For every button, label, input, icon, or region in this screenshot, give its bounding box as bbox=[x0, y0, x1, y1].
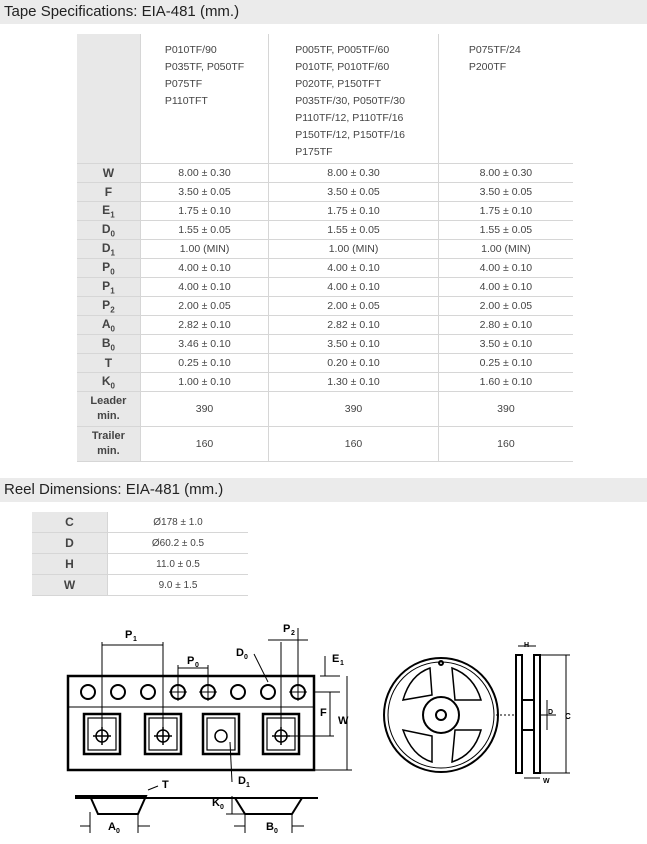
tape-spec-title: Tape Specifications: EIA-481 (mm.) bbox=[4, 3, 240, 20]
spec-value: 1.55 ± 0.05 bbox=[140, 221, 268, 240]
dimension-label: 0 bbox=[220, 804, 224, 811]
spec-value: 3.50 ± 0.05 bbox=[140, 183, 268, 202]
spec-value: 1.75 ± 0.10 bbox=[140, 202, 268, 221]
spec-symbol: T bbox=[104, 356, 113, 370]
dimension-label: C bbox=[565, 712, 571, 721]
spec-value: 8.00 ± 0.30 bbox=[438, 164, 573, 183]
spec-value: 3.50 ± 0.10 bbox=[269, 335, 439, 354]
dimension-label: E bbox=[332, 653, 340, 665]
spec-value: 1.60 ± 0.10 bbox=[438, 373, 573, 392]
dimension-label: T bbox=[162, 779, 169, 791]
reel-row-value: 9.0 ± 1.5 bbox=[108, 575, 249, 596]
spec-value: 2.00 ± 0.05 bbox=[438, 297, 573, 316]
spec-value: 4.00 ± 0.10 bbox=[438, 259, 573, 278]
spec-value: 1.75 ± 0.10 bbox=[269, 202, 439, 221]
leader-label-line1: Leader bbox=[90, 395, 127, 407]
spec-value: 4.00 ± 0.10 bbox=[269, 259, 439, 278]
part-number: P075TF bbox=[164, 78, 203, 90]
reel-row-value: 11.0 ± 0.5 bbox=[108, 554, 249, 575]
spec-symbol: A bbox=[101, 316, 111, 331]
spec-value: 4.00 ± 0.10 bbox=[269, 278, 439, 297]
part-number: P075TF/24 bbox=[468, 44, 521, 56]
dimension-label: P bbox=[125, 629, 133, 641]
spec-value: 4.00 ± 0.10 bbox=[438, 278, 573, 297]
spec-value: 0.25 ± 0.10 bbox=[140, 354, 268, 373]
dimension-label: B bbox=[266, 821, 274, 833]
dimension-label: 2 bbox=[291, 630, 295, 637]
spec-symbol: P bbox=[102, 259, 111, 274]
dimension-label: D bbox=[238, 775, 246, 787]
dimension-label: 0 bbox=[116, 828, 120, 835]
spec-symbol-subscript: 1 bbox=[110, 210, 115, 220]
spec-symbol-subscript: 0 bbox=[110, 324, 115, 334]
spec-value: 3.46 ± 0.10 bbox=[140, 335, 268, 354]
trailer-label-line1: Trailer bbox=[91, 430, 125, 442]
spec-symbol: E bbox=[102, 202, 111, 217]
reel-row-label: W bbox=[32, 575, 108, 596]
reel-front-view bbox=[384, 658, 498, 772]
spec-value: 4.00 ± 0.10 bbox=[140, 278, 268, 297]
reel-row-value: Ø178 ± 1.0 bbox=[108, 512, 249, 533]
part-number: P020TF, P150TFT bbox=[295, 78, 382, 90]
part-number: P150TF/12, P150TF/16 bbox=[295, 129, 405, 141]
spec-value: 1.00 (MIN) bbox=[140, 240, 268, 259]
trailer-label-line2: min. bbox=[97, 445, 120, 457]
reel-row-label: D bbox=[32, 533, 108, 554]
spec-symbol-subscript: 0 bbox=[110, 267, 115, 277]
dimension-label: 0 bbox=[274, 828, 278, 835]
part-number: P035TF/30, P050TF/30 bbox=[295, 95, 405, 107]
reel-row-label: C bbox=[32, 512, 108, 533]
spec-symbol-subscript: 1 bbox=[110, 248, 115, 258]
dimension-label: H bbox=[524, 642, 530, 649]
dimension-label: 1 bbox=[246, 782, 250, 789]
dimension-label: P bbox=[187, 655, 195, 667]
part-number: P005TF, P005TF/60 bbox=[295, 44, 390, 56]
dimension-label: 1 bbox=[133, 636, 137, 643]
spec-symbol: B bbox=[101, 335, 111, 350]
spec-value: 1.75 ± 0.10 bbox=[438, 202, 573, 221]
spec-value: 1.55 ± 0.05 bbox=[438, 221, 573, 240]
spec-symbol: P bbox=[102, 278, 111, 293]
spec-symbol: D bbox=[101, 221, 111, 236]
part-number: P110TFT bbox=[164, 95, 208, 107]
spec-value: 1.55 ± 0.05 bbox=[269, 221, 439, 240]
carrier-tape-body bbox=[68, 676, 314, 770]
dimension-label: A bbox=[108, 821, 116, 833]
spec-value: 1.00 (MIN) bbox=[438, 240, 573, 259]
spec-value: 0.25 ± 0.10 bbox=[438, 354, 573, 373]
spec-value: 2.82 ± 0.10 bbox=[269, 316, 439, 335]
spec-value: 2.82 ± 0.10 bbox=[140, 316, 268, 335]
part-number: P110TF/12, P110TF/16 bbox=[295, 112, 404, 124]
leader-value: 390 bbox=[438, 392, 573, 427]
reel-row-label: H bbox=[32, 554, 108, 575]
dimension-label: D bbox=[548, 709, 554, 716]
dimension-label: W bbox=[338, 715, 349, 727]
part-number: P010TF, P010TF/60 bbox=[295, 61, 390, 73]
spec-symbol: P bbox=[102, 297, 111, 312]
spec-symbol: K bbox=[101, 373, 111, 388]
spec-symbol: W bbox=[102, 166, 115, 180]
spec-value: 3.50 ± 0.05 bbox=[438, 183, 573, 202]
trailer-value: 160 bbox=[140, 427, 268, 462]
leader-value: 390 bbox=[269, 392, 439, 427]
spec-value: 2.00 ± 0.05 bbox=[140, 297, 268, 316]
part-number: P010TF/90 bbox=[164, 44, 217, 56]
spec-symbol: D bbox=[101, 240, 111, 255]
trailer-value: 160 bbox=[438, 427, 573, 462]
spec-symbol-subscript: 0 bbox=[110, 381, 115, 391]
part-number: P200TF bbox=[468, 61, 507, 73]
part-number: P035TF, P050TF bbox=[164, 61, 245, 73]
trailer-value: 160 bbox=[269, 427, 439, 462]
spec-value: 4.00 ± 0.10 bbox=[140, 259, 268, 278]
spec-symbol-subscript: 0 bbox=[110, 229, 115, 239]
spec-value: 2.00 ± 0.05 bbox=[269, 297, 439, 316]
dimension-label: P bbox=[283, 623, 291, 635]
spec-value: 1.00 ± 0.10 bbox=[140, 373, 268, 392]
spec-symbol-subscript: 0 bbox=[110, 343, 115, 353]
spec-value: 0.20 ± 0.10 bbox=[269, 354, 439, 373]
spec-value: 3.50 ± 0.05 bbox=[269, 183, 439, 202]
dimension-label: 0 bbox=[244, 654, 248, 661]
dimension-label: K bbox=[212, 797, 220, 809]
spec-value: 2.80 ± 0.10 bbox=[438, 316, 573, 335]
leader-label-line2: min. bbox=[97, 410, 120, 422]
reel-dim-title: Reel Dimensions: EIA-481 (mm.) bbox=[4, 481, 224, 498]
dimension-label: D bbox=[236, 647, 244, 659]
leader-value: 390 bbox=[140, 392, 268, 427]
part-number: P175TF bbox=[295, 146, 333, 158]
spec-value: 8.00 ± 0.30 bbox=[269, 164, 439, 183]
spec-value: 1.30 ± 0.10 bbox=[269, 373, 439, 392]
dimension-label: W bbox=[543, 778, 550, 785]
spec-symbol-subscript: 1 bbox=[110, 286, 115, 296]
dimension-label: 0 bbox=[195, 662, 199, 669]
reel-row-value: Ø60.2 ± 0.5 bbox=[108, 533, 249, 554]
dimension-label: F bbox=[320, 707, 327, 719]
spec-value: 3.50 ± 0.10 bbox=[438, 335, 573, 354]
dimension-label: 1 bbox=[340, 660, 344, 667]
spec-value: 1.00 (MIN) bbox=[269, 240, 439, 259]
reel-side-view bbox=[496, 646, 570, 778]
spec-symbol-subscript: 2 bbox=[110, 305, 115, 315]
spec-value: 8.00 ± 0.30 bbox=[140, 164, 268, 183]
spec-symbol: F bbox=[104, 185, 113, 199]
